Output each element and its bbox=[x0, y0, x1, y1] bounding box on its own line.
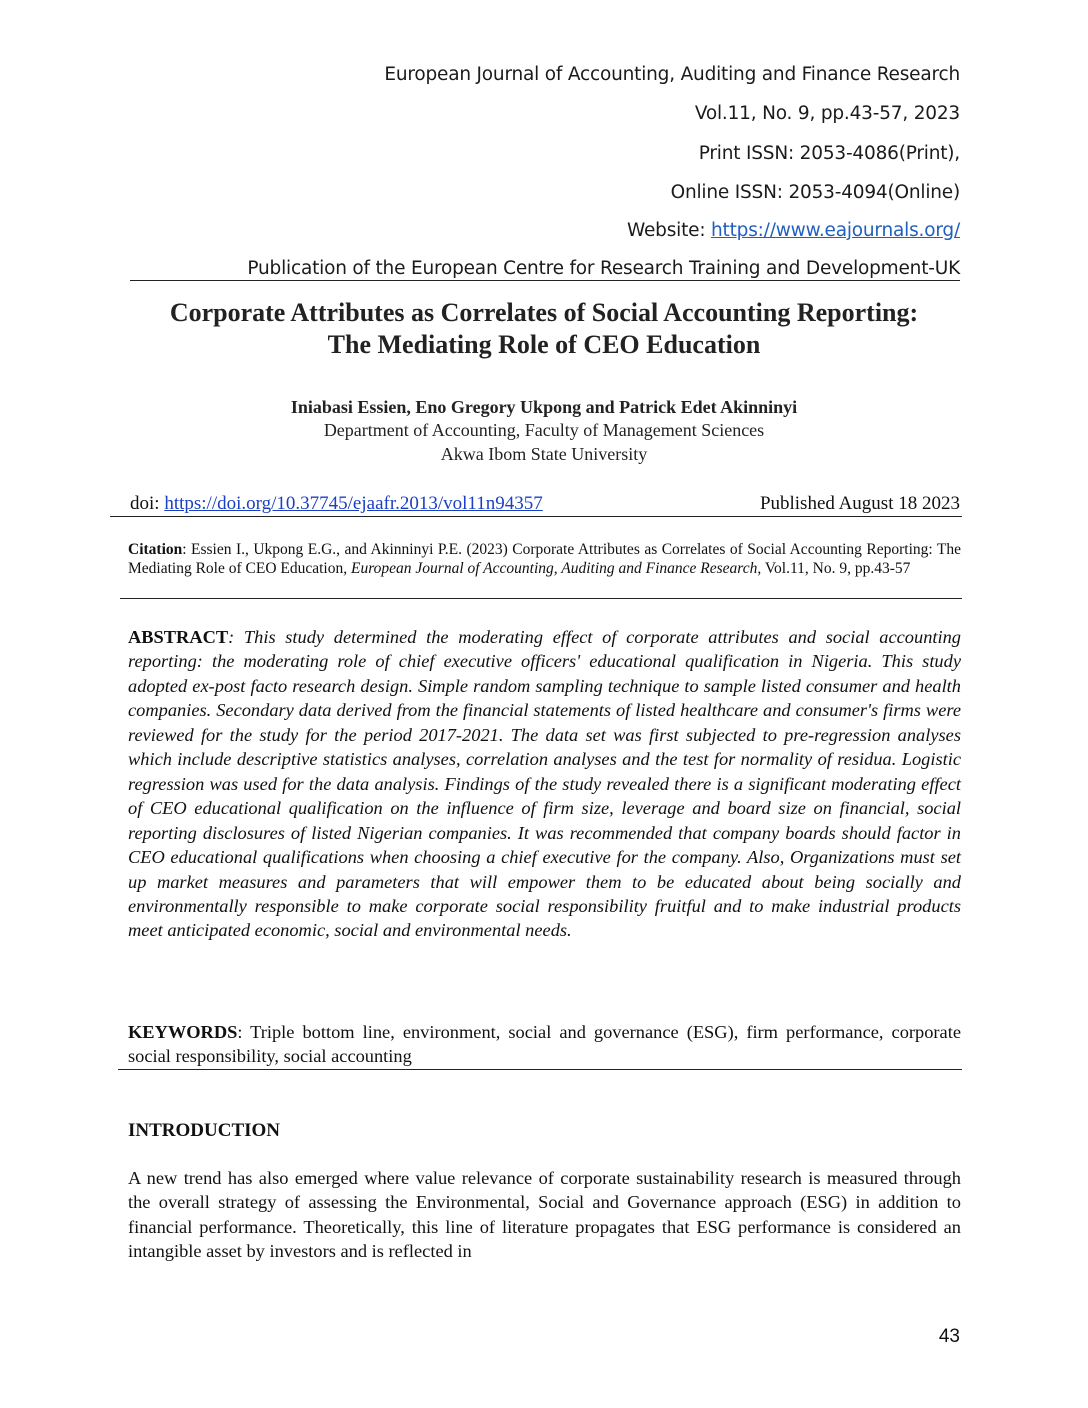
citation-label: Citation bbox=[128, 541, 183, 558]
citation-end: , Vol.11, No. 9, pp.43-57 bbox=[757, 560, 911, 577]
header-rule bbox=[130, 280, 960, 281]
journal-volume: Vol.11, No. 9, pp.43-57, 2023 bbox=[694, 103, 960, 124]
page-number: 43 bbox=[938, 1326, 960, 1347]
abstract-label: ABSTRACT bbox=[128, 627, 229, 647]
introduction-heading: INTRODUCTION bbox=[128, 1120, 281, 1141]
keywords bbox=[128, 1020, 961, 1068]
author-list: Iniabasi Essien, Eno Gregory Ukpong and Patrick Edet Akinninyi bbox=[290, 397, 798, 417]
online-issn: Online ISSN: 2053-4094(Online) bbox=[670, 182, 960, 203]
paper-title-line-1: Corporate Attributes as Correlates of Social Accounting Reporting: bbox=[169, 298, 919, 327]
abstract bbox=[128, 625, 961, 943]
published-date: Published August 18 2023 bbox=[759, 493, 960, 514]
introduction-paragraph: A new trend has also emerged where value relevance of corporate sustainability research is measured through the overall strategy of assessing the Environmental, Social and Governance approach (ESG) in addition to financial performance. Theoretically, this line of literature propagates that ESG performance is considered an intangible asset by investors and is reflected in bbox=[128, 1168, 961, 1261]
abstract-text: : This study determined the moderating effect of corporate attributes and social accounting reporting: the moderating role of chief executive officers' educational qualification in Nigeria. This study adopted ex-post facto research design. Simple random sampling technique to sample listed consumer and health companies. Secondary data derived from the financial statements of listed healthcare and consumer's firms were reviewed for the study for the period 2017-2021. The data set was first subjected to pre-regression analyses which include descriptive statistics analyses, correlation analyses and the test for normality of residua. Logistic regression was used for the data analysis. Findings of the study revealed there is a significant moderating effect of CEO educational qualification on the influence of firm size, leverage and board size on financial, social reporting disclosures of listed Nigerian companies. It was recommended that company boards should factor in CEO educational qualifications when choosing a chief executive for the company. Also, Organizations must set up market measures and parameters that will empower them to be educated about being socially and environmentally responsible to make corporate social responsibility fruitful and to make industrial products meet anticipated economic, social and environmental needs. bbox=[128, 627, 961, 941]
citation-rule bbox=[120, 598, 962, 599]
citation-journal: European Journal of Accounting, Auditing and Finance Research bbox=[351, 560, 758, 577]
journal-name: European Journal of Accounting, Auditing and Finance Research bbox=[384, 64, 960, 85]
website-line bbox=[627, 220, 960, 241]
publisher-line: Publication of the European Centre for Research Training and Development-UK bbox=[247, 258, 960, 279]
affiliation-university: Akwa Ibom State University bbox=[440, 444, 648, 464]
citation bbox=[128, 540, 961, 578]
citation-text: : Essien I., Ukpong E.G., and Akinninyi P.E. (2023) Corporate Attributes as Correlates of Social Accounting Reporting: The Mediating Role of CEO Education, bbox=[128, 541, 961, 577]
doi-rule bbox=[110, 516, 962, 517]
doi-label: doi: bbox=[130, 493, 165, 514]
doi-link[interactable]: https://doi.org/10.37745/ejaafr.2013/vol11n94357 bbox=[164, 493, 543, 514]
print-issn: Print ISSN: 2053-4086(Print), bbox=[698, 143, 960, 164]
website-label: Website: bbox=[626, 220, 712, 241]
keywords-label: KEYWORDS bbox=[128, 1022, 238, 1042]
affiliation-department: Department of Accounting, Faculty of Management Sciences bbox=[323, 420, 765, 440]
keywords-text: : Triple bottom line, environment, social and governance (ESG), firm performance, corporate social responsibility, social accounting bbox=[128, 1022, 961, 1066]
website-link[interactable]: https://www.eajournals.org/ bbox=[711, 220, 960, 241]
keywords-rule bbox=[118, 1069, 962, 1070]
paper-title-line-2: The Mediating Role of CEO Education bbox=[327, 330, 761, 359]
